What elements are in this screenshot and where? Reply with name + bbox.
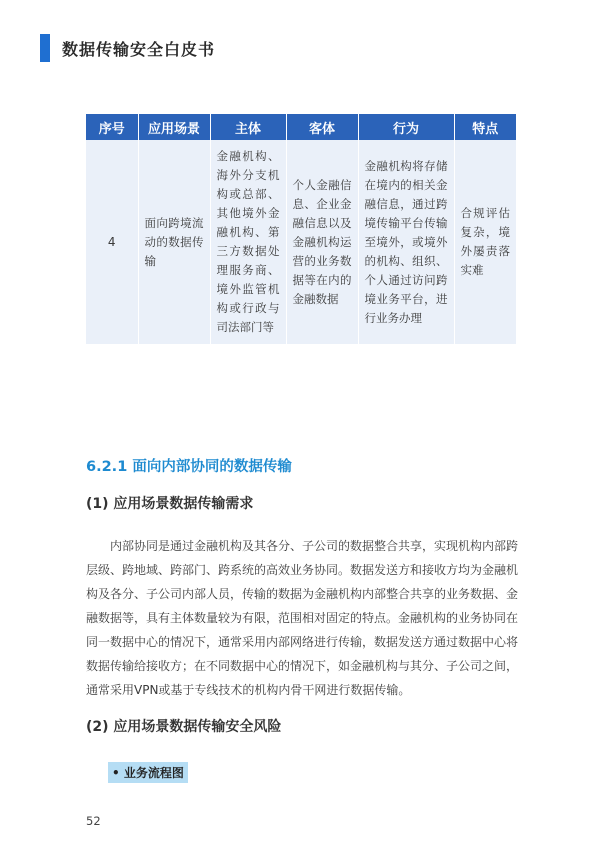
scenario-table [86, 114, 516, 344]
column-header-number: 序号 [86, 114, 138, 140]
cell-object: 个人金融信息、企业金融信息以及金融机构运营的业务数据等在内的金融数据 [286, 140, 358, 344]
section-heading: 6.2.1 面向内部协同的数据传输 [86, 459, 292, 475]
body-paragraph [86, 534, 518, 702]
column-header-subject: 主体 [210, 114, 286, 140]
table-header-row [86, 114, 516, 140]
flowchart-label: • 业务流程图 [108, 762, 188, 783]
cell-number: 4 [86, 140, 138, 344]
column-header-behavior: 行为 [358, 114, 454, 140]
subsection-heading-requirements: (1) 应用场景数据传输需求 [86, 496, 254, 512]
column-header-object: 客体 [286, 114, 358, 140]
page-header [40, 34, 215, 62]
cell-feature: 合规评估复杂，境外屡责落实难 [454, 140, 516, 344]
cell-behavior: 金融机构将存储在境内的相关金融信息，通过跨境传输平台传输至境外，或境外的机构、组织、个人通过访问跨境业务平台，进行业务办理 [358, 140, 454, 344]
page-number: 52 [86, 814, 101, 828]
column-header-scenario: 应用场景 [138, 114, 210, 140]
column-header-feature: 特点 [454, 114, 516, 140]
document-title: 数据传输安全白皮书 [62, 39, 216, 59]
header-accent-bar [40, 34, 50, 62]
cell-subject: 金融机构、海外分支机构或总部、其他境外金融机构、第三方数据处理服务商、境外监管机构或行政与司法部门等 [210, 140, 286, 344]
subsection-heading-risks: (2) 应用场景数据传输安全风险 [86, 719, 282, 735]
cell-scenario: 面向跨境流动的数据传输 [138, 140, 210, 344]
body-paragraph-text: 内部协同是通过金融机构及其各分、子公司的数据整合共享，实现机构内部跨层级、跨地域、跨部门、跨系统的高效业务协同。数据发送方和接收方均为金融机构及各分、子公司内部人员，传输的数据为金融机构内部整合共享的业务数据、金融数据等，具有主体数量较为有限，范围相对固定的特点。金融机构的业务协同在同一数据中心的情况下，通常采用内部网络进行传输，数据发送方通过数据中心将数据传输给接收方；在不同数据中心的情况下，如金融机构与其分、子公司之间，通常采用VPN或基于专线技术的机构内骨干网进行数据传输。 [86, 539, 519, 697]
table-row [86, 140, 516, 344]
